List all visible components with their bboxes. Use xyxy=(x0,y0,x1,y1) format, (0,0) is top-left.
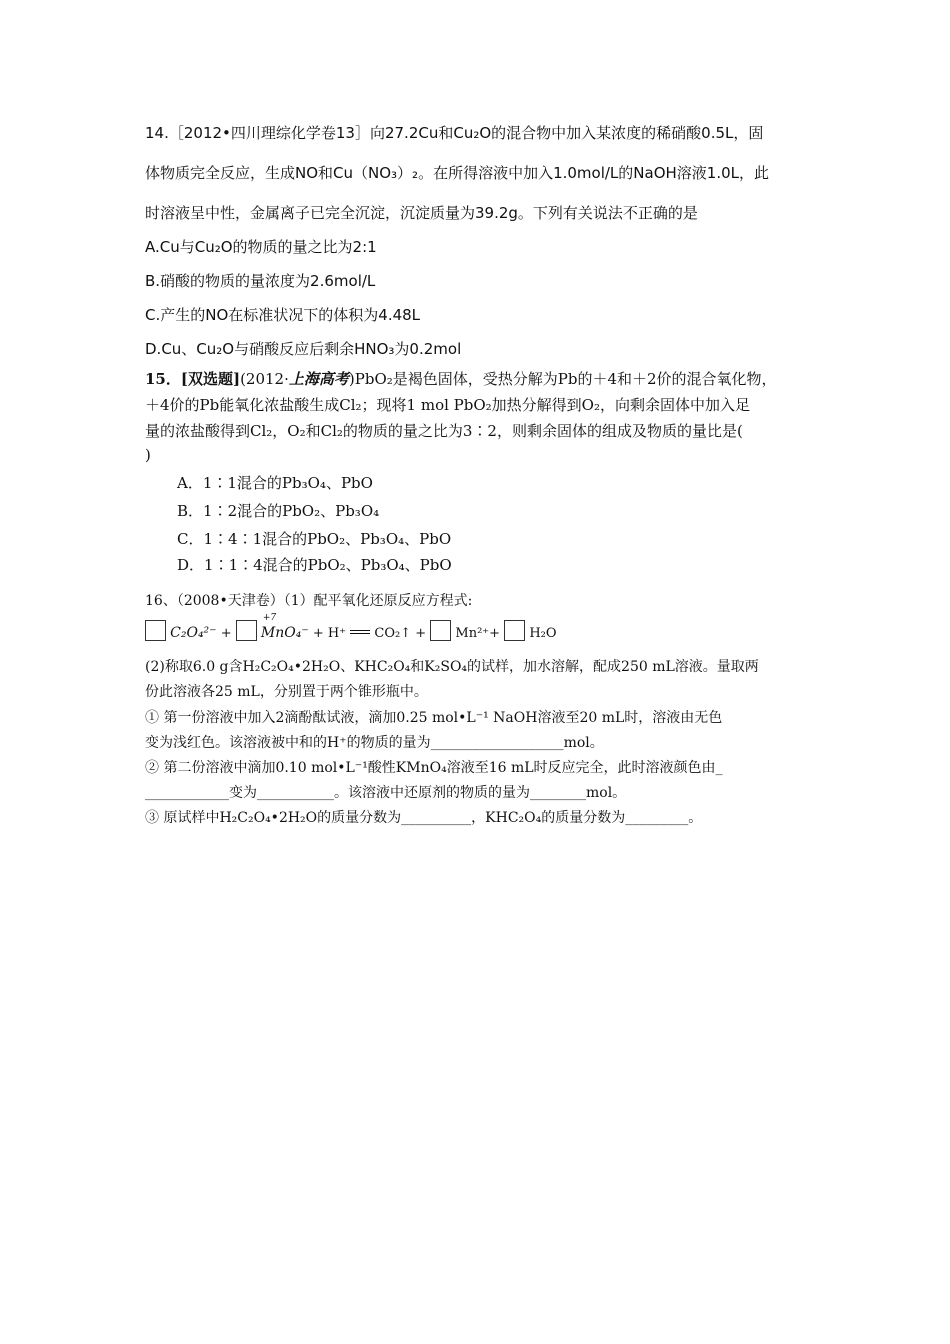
coefficient-box[interactable] xyxy=(236,620,257,641)
coefficient-box[interactable] xyxy=(145,620,166,641)
q15-source-open: (2012· xyxy=(240,370,289,388)
oxalate-ion: C₂O₄²⁻ xyxy=(170,625,217,641)
coefficient-box[interactable] xyxy=(430,620,451,641)
q15-option-c: C．1∶4∶1混合的PbO₂、Pb₃O₄、PbO xyxy=(177,530,452,548)
q15-line-1-rest: )PbO₂是褐色固体，受热分解为Pb的＋4和＋2价的混合氧化物， xyxy=(348,370,777,388)
equals-sign xyxy=(350,630,370,634)
water: H₂O xyxy=(529,626,557,641)
permanganate-group xyxy=(260,613,309,641)
q15-line-4: ) xyxy=(145,446,151,464)
redox-equation xyxy=(145,613,557,641)
carbon-dioxide: CO₂↑ + xyxy=(374,626,427,641)
q15-line-3: 量的浓盐酸得到Cl₂，O₂和Cl₂的物质的量之比为3∶2，则剩余固体的组成及物质的量比是( xyxy=(145,422,743,440)
q15-number: 15． xyxy=(145,370,181,388)
q15-tag: [双选题] xyxy=(180,370,241,388)
q14-line-1: 14.［2012•四川理综化学卷13］向27.2Cu和Cu₂O的混合物中加入某浓度的稀硝酸0.5L，固 xyxy=(145,124,764,142)
q14-line-2: 体物质完全反应，生成NO和Cu（NO₃）₂。在所得溶液中加入1.0mol/L的NaOH溶液1.0L，此 xyxy=(145,164,769,182)
q14-option-d: D.Cu、Cu₂O与硝酸反应后剩余HNO₃为0.2mol xyxy=(145,340,462,358)
q15-line-2: ＋4价的Pb能氧化浓盐酸生成Cl₂；现将1 mol PbO₂加热分解得到O₂，向剩余固体中加入足 xyxy=(145,396,750,414)
plus-sign: + xyxy=(220,626,232,641)
q16-line-5: 变为浅红色。该溶液被中和的H⁺的物质的量为___________________mol。 xyxy=(145,735,604,751)
q14-line-3: 时溶液呈中性，金属离子已完全沉淀，沉淀质量为39.2g。下列有关说法不正确的是 xyxy=(145,204,698,222)
q15-option-a: A．1∶1混合的Pb₃O₄、PbO xyxy=(177,474,373,492)
q15-option-d: D．1∶1∶4混合的PbO₂、Pb₃O₄、PbO xyxy=(177,556,452,574)
manganese-ion: Mn²⁺+ xyxy=(455,626,501,641)
coefficient-box[interactable] xyxy=(504,620,525,641)
q16-line-3: 份此溶液各25 mL，分别置于两个锥形瓶中。 xyxy=(145,684,428,700)
hydrogen-ion: + H⁺ xyxy=(312,626,347,641)
q15-line-1 xyxy=(145,368,777,389)
oxidation-state: +7 xyxy=(262,613,277,623)
q14-option-a: A.Cu与Cu₂O的物质的量之比为2:1 xyxy=(145,238,377,256)
q16-line-8: ③ 原试样中H₂C₂O₄•2H₂O的质量分数为__________，KHC₂O₄的质量分数为_________。 xyxy=(145,810,703,826)
q16-line-6: ② 第二份溶液中滴加0.10 mol•L⁻¹酸性KMnO₄溶液至16 mL时反应完全，此时溶液颜色由_ xyxy=(145,760,723,776)
q16-line-1: 16、（2008•天津卷）（1）配平氧化还原反应方程式: xyxy=(145,593,473,609)
q14-option-c: C.产生的NO在标准状况下的体积为4.48L xyxy=(145,306,421,324)
q15-option-b: B．1∶2混合的PbO₂、Pb₃O₄ xyxy=(177,502,380,520)
q16-line-7: ____________变为___________。该溶液中还原剂的物质的量为________mol。 xyxy=(145,785,627,801)
q16-line-2: (2)称取6.0 g含H₂C₂O₄•2H₂O、KHC₂O₄和K₂SO₄的试样，加水溶解，配成250 mL溶液。量取两 xyxy=(145,659,759,675)
q15-source: 上海高考 xyxy=(288,370,349,388)
q14-option-b: B.硝酸的物质的量浓度为2.6mol/L xyxy=(145,272,376,290)
q16-line-4: ① 第一份溶液中加入2滴酚酞试液，滴加0.25 mol•L⁻¹ NaOH溶液至20 mL时，溶液由无色 xyxy=(145,710,723,726)
permanganate-ion: MnO₄⁻ xyxy=(260,625,309,641)
